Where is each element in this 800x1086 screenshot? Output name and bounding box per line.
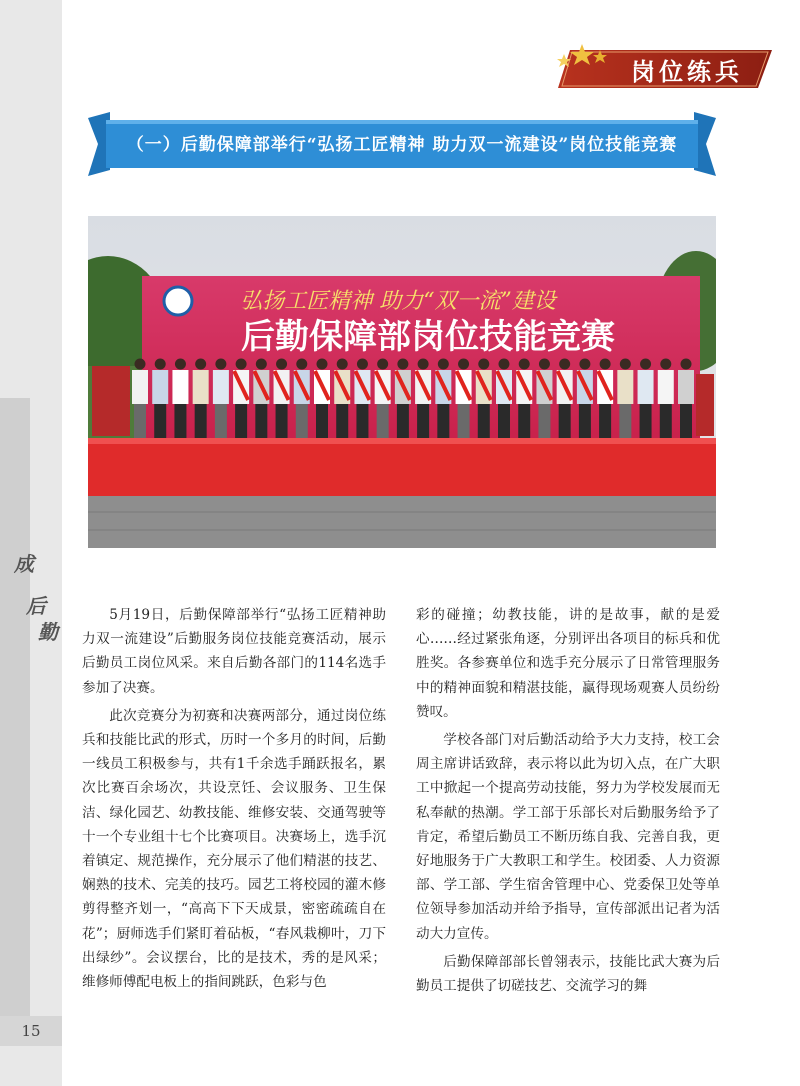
person-figure [496,359,512,441]
event-photo-illustration [88,216,716,548]
article-column-right [416,603,720,1002]
person-figure [354,359,370,441]
backdrop-slogan: 弘扬工匠精神 助力“双一流”建设 [240,289,556,314]
person-figure [658,359,674,441]
person-figure [415,359,431,441]
article-paragraph: 5月19日，后勤保障部举行“弘扬工匠精神助力双一流建设”后勤服务岗位技能竞赛活动，展示后勤员工岗位风采。来自后勤各部门的114名选手参加了决赛。 [82,607,386,696]
banner-title: （一）后勤保障部举行“弘扬工匠精神 助力双一流建设”岗位技能竞赛 [126,135,678,155]
person-figure [395,359,411,441]
person-figure [557,359,573,441]
person-figure [172,359,188,441]
article-paragraph: 此次竞赛分为初赛和决赛两部分，通过岗位练兵和技能比武的形式，历时一个多月的时间，后勤一线员工积极参与，共有1千余选手踊跃报名，累次比赛百余场次，共设烹饪、会议服务、卫生保洁、绿化园艺、幼教技能、维修安装、交通驾驶等十一个专业组十七个比赛项目。决赛场上，选手沉着镇定、规范操作，充分展示了他们精湛的技艺、娴熟的技术、完美的技巧。园艺工将校园的灌木修剪得整齐划一，“高高下下天成景，密密疏疏自在花”；厨师选手们紧盯着砧板，“春风栽柳叶，刀下出绿纱”。会议摆台，比的是技术，秀的是风采；维修师傅配电板上的指间跳跃，色彩与色 [82,707,386,991]
person-figure [314,359,330,441]
person-figure [375,359,391,441]
person-figure [476,359,492,441]
left-margin-band [0,398,30,1016]
person-figure [516,359,532,441]
page-number: 15 [0,1016,62,1046]
side-brand-char: 成 [14,552,34,576]
side-brand [12,548,60,648]
article-column-left [82,603,386,998]
person-figure [456,359,472,441]
section-banner [88,112,716,176]
person-figure [597,359,613,441]
backdrop-headline: 后勤保障部岗位技能竞赛 [241,317,615,357]
person-figure [435,359,451,441]
section-tag-label: 岗位练兵 [631,57,743,86]
person-figure [152,359,168,441]
person-figure [536,359,552,441]
article-paragraph: 后勤保障部部长曾翎表示，技能比武大赛为后勤员工提供了切磋技艺、交流学习的舞 [416,953,720,995]
event-photo [88,216,716,548]
person-figure [294,359,310,441]
side-brand-char: 勤 [38,620,58,644]
side-brand-char: 后 [26,594,46,618]
person-figure [213,359,229,441]
person-figure [233,359,249,441]
person-figure [617,359,633,441]
article-paragraph: 学校各部门对后勤活动给予大力支持，校工会周主席讲话致辞，表示将以此为切入点，在广大职工中掀起一个提高劳动技能，努力为学校发展而无私奉献的热潮。学工部于乐部长对后勤服务给予了肯定，希望后勤员工不断历练自我、完善自我，更好地服务于广大教职工和学生。校团委、人力资源部、学工部、学生宿舍管理中心、党委保卫处等单位领导参加活动并给予指导，宣传部派出记者为活动大力宣传。 [416,732,720,942]
article-paragraph-continued: 彩的碰撞；幼教技能，讲的是故事，献的是爱心……经过紧张角逐，分别评出各项目的标兵和优胜奖。各参赛单位和选手充分展示了日常管理服务中的精神面貌和精湛技能，赢得现场观赛人员纷纷赞叹。 [416,607,720,720]
person-figure [193,359,209,441]
section-tag [552,44,780,92]
person-figure [132,359,148,441]
person-figure [577,359,593,441]
person-figure [678,359,694,441]
university-logo [164,287,192,315]
person-figure [274,359,290,441]
person-figure [638,359,654,441]
person-figure [334,359,350,441]
person-figure [253,359,269,441]
